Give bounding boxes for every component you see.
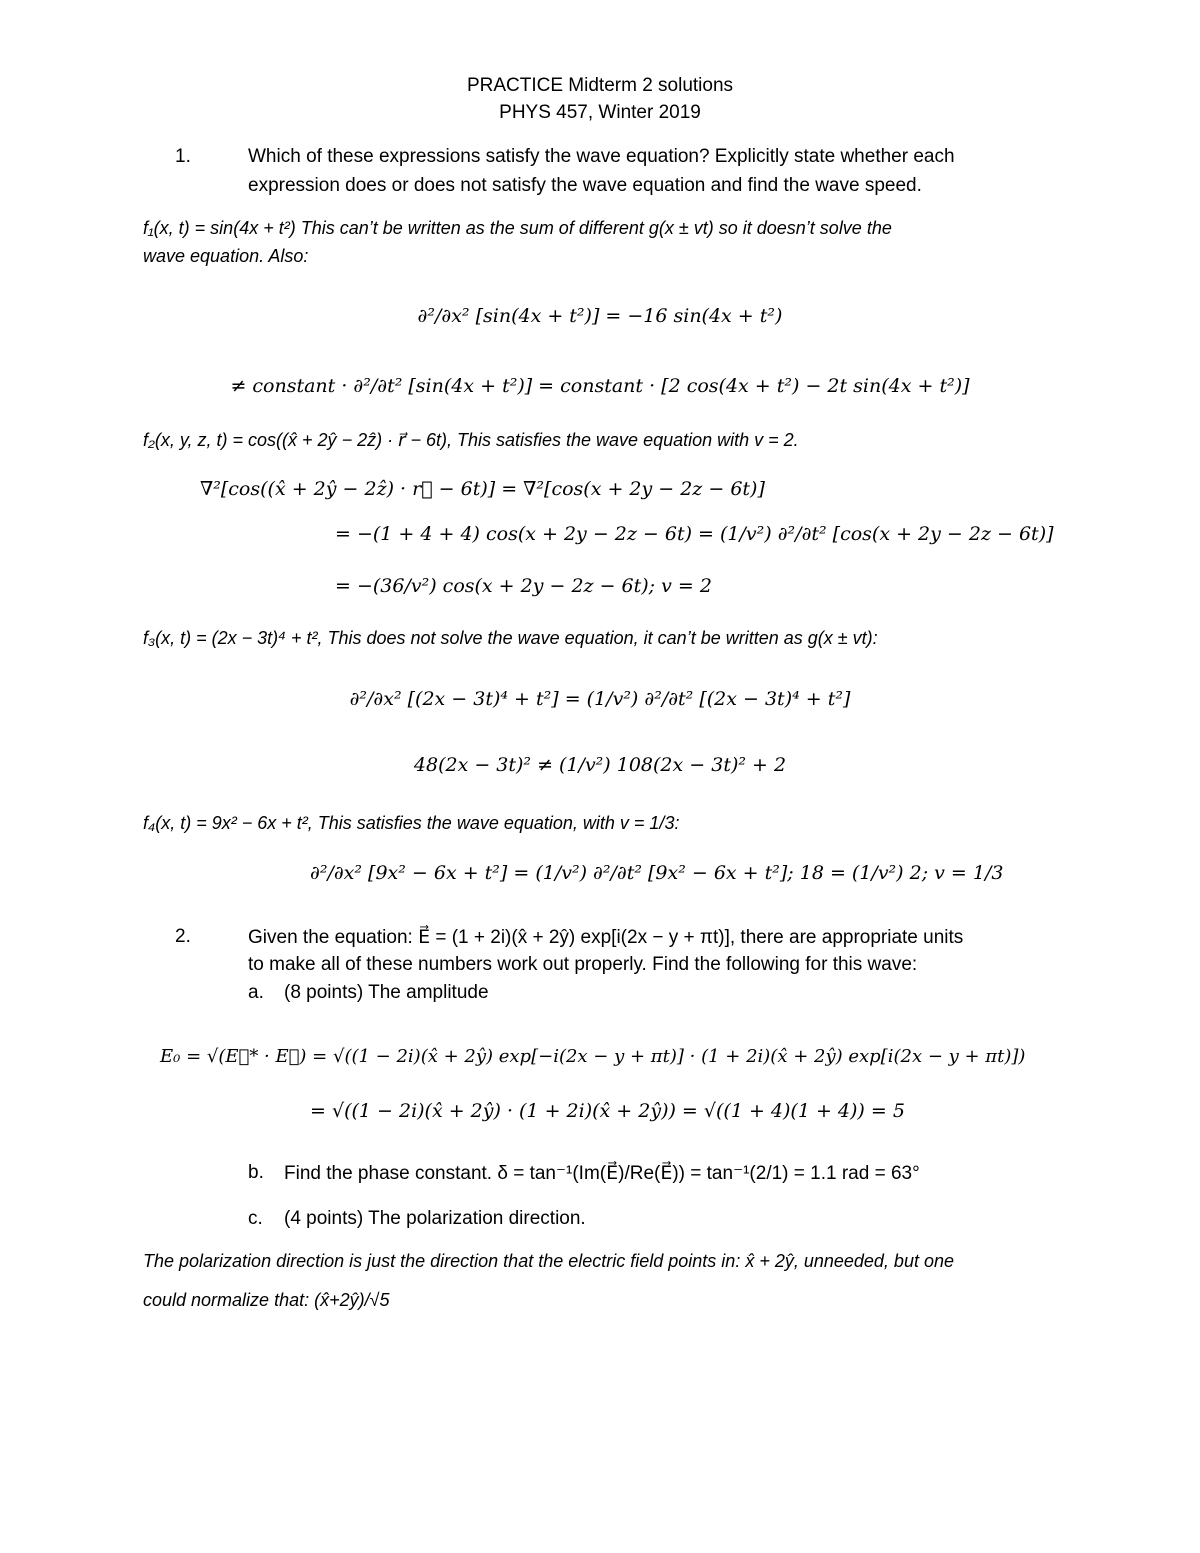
polarization-answer-line1: The polarization direction is just the direction that the electric field points in: x̂ + 2ŷ, unneeded, but one [143, 1251, 954, 1271]
part-c-label: c. [248, 1208, 263, 1229]
page-title: PRACTICE Midterm 2 solutions [466, 75, 734, 96]
f3-equation-2: 48(2x − 3t)² ≠ (1/v²) 108(2x − 3t)² + 2 [413, 754, 787, 776]
question-2-prompt-line2: to make all of these numbers work out properly. Find the following for this wave: [248, 954, 918, 975]
f1-equation-1: ∂²/∂x² [sin(4x + t²)] = −16 sin(4x + t²) [417, 305, 783, 327]
f1-equation-2: ≠ constant · ∂²/∂t² [sin(4x + t²)] = constant · [2 cos(4x + t²) − 2t sin(4x + t²)] [230, 375, 970, 397]
f2-statement: f₂(x, y, z, t) = cos((x̂ + 2ŷ − 2ẑ) · r⃗ − 6t), This satisfies the wave equation with v = 2. [143, 430, 799, 450]
amplitude-equation-2: = √((1 − 2i)(x̂ + 2ŷ) · (1 + 2i)(x̂ + 2ŷ)) = √((1 + 4)(1 + 4)) = 5 [310, 1100, 905, 1122]
question-1-prompt-line2: expression does or does not satisfy the wave equation and find the wave speed. [248, 175, 922, 196]
course-subtitle: PHYS 457, Winter 2019 [499, 102, 701, 123]
part-b-label: b. [248, 1162, 264, 1183]
amplitude-equation-1: E₀ = √(E⃗* · E⃗) = √((1 − 2i)(x̂ + 2ŷ) exp[−i(2x − y + πt)] · (1 + 2i)(x̂ + 2ŷ) exp[i(2x − y + πt)]) [160, 1046, 1026, 1067]
part-c-text: (4 points) The polarization direction. [284, 1208, 586, 1229]
f2-equation-2: = −(1 + 4 + 4) cos(x + 2y − 2z − 6t) = (1/v²) ∂²/∂t² [cos(x + 2y − 2z − 6t)] [335, 523, 1054, 545]
f3-statement: f₃(x, t) = (2x − 3t)⁴ + t², This does not solve the wave equation, it can’t be written as g(x ± vt): [143, 628, 878, 648]
f1-statement-line1: f₁(x, t) = sin(4x + t²) This can’t be written as the sum of different g(x ± vt) so it doesn’t solve the [143, 218, 892, 238]
question-2-number: 2. [175, 926, 191, 947]
part-a-text: (8 points) The amplitude [284, 982, 489, 1003]
f4-statement: f₄(x, t) = 9x² − 6x + t², This satisfies the wave equation, with v = 1/3: [143, 813, 680, 833]
f3-equation-1: ∂²/∂x² [(2x − 3t)⁴ + t²] = (1/v²) ∂²/∂t² [(2x − 3t)⁴ + t²] [349, 688, 851, 710]
f2-equation-3: = −(36/v²) cos(x + 2y − 2z − 6t); v = 2 [335, 575, 712, 597]
polarization-answer-line2: could normalize that: (x̂+2ŷ)/√5 [143, 1290, 390, 1310]
part-a-label: a. [248, 982, 264, 1003]
question-2-prompt-line1: Given the equation: E⃗ = (1 + 2i)(x̂ + 2ŷ) exp[i(2x − y + πt)], there are appropriate units [248, 927, 964, 948]
question-1-number: 1. [175, 146, 191, 167]
f4-equation: ∂²/∂x² [9x² − 6x + t²] = (1/v²) ∂²/∂t² [9x² − 6x + t²]; 18 = (1/v²) 2; v = 1/3 [310, 862, 1004, 884]
f1-statement-line2: wave equation. Also: [143, 246, 309, 266]
f2-equation-1: ∇²[cos((x̂ + 2ŷ − 2ẑ) · r⃗ − 6t)] = ∇²[cos(x + 2y − 2z − 6t)] [200, 478, 765, 500]
question-1-prompt-line1: Which of these expressions satisfy the wave equation? Explicitly state whether each [248, 146, 955, 167]
part-b-text: Find the phase constant. δ = tan⁻¹(Im(E⃗)/Re(E⃗)) = tan⁻¹(2/1) = 1.1 rad = 63° [284, 1163, 920, 1184]
